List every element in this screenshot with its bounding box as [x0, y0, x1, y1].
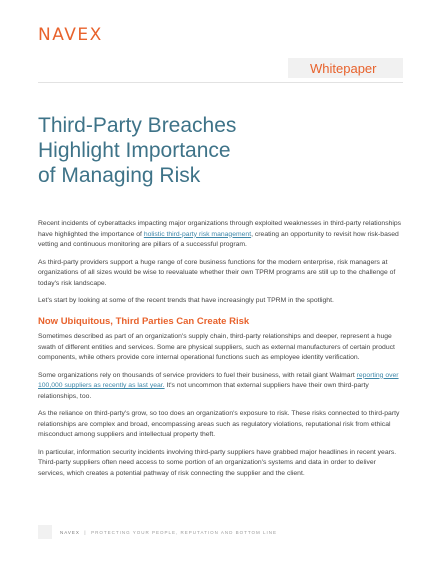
holistic-tprm-link[interactable]: holistic third-party risk management [143, 230, 252, 238]
title-line: Highlight Importance [38, 139, 231, 162]
section-heading: Now Ubiquitous, Third Parties Can Create Risk [38, 315, 250, 327]
title-line: Third-Party Breaches [38, 114, 237, 137]
footer-page-marker [38, 525, 52, 539]
doc-type-label: Whitepaper [310, 61, 377, 76]
navex-logo: NAVEX [38, 25, 103, 45]
footer: NAVEX | PROTECTING YOUR PEOPLE, REPUTATION AND BOTTOM LINE [60, 530, 278, 535]
walmart-suppliers-link[interactable]: reporting over 100,000 suppliers as recently as last year. [38, 371, 399, 389]
title-line: of Managing Risk [38, 164, 201, 187]
page-title [38, 113, 338, 188]
paragraph: As the reliance on third-party's grow, so too does an organization's exposure to risk. These risks connected to third-party relationships are complex and broad, encompassing areas such as regulatory violations, reputational risk from ethical misconduct among suppliers and intellectual property theft. [38, 410, 400, 438]
header-divider [38, 82, 403, 83]
paragraph: In particular, information security incidents involving third-party suppliers have grabbed major headlines in recent years. Third-party suppliers often need access to some portion of an organization's systems and data in order to deliver services, which creates a potential pathway of risk connecting the supplier and the client. [38, 448, 397, 477]
paragraph-intro [38, 219, 404, 251]
paragraph: Let's start by looking at some of the recent trends that have increasingly put TPRM in the spotlight. [38, 297, 334, 304]
footer-brand: NAVEX [60, 530, 80, 535]
paragraph [38, 371, 404, 403]
footer-tagline: PROTECTING YOUR PEOPLE, REPUTATION AND BOTTOM LINE [91, 530, 278, 535]
paragraph: As third-party providers support a huge range of core business functions for the modern enterprise, risk managers at organizations of all sizes would be wise to reevaluate whether their own TPRM programs are still up to the challenge of today's risk landscape. [38, 258, 396, 287]
paragraph-text: It's not uncommon that external suppliers have their own third-party relationships, too. [38, 382, 369, 400]
article-body [38, 219, 404, 486]
paragraph: Sometimes described as part of an organization's supply chain, third-party relationships and deeper, represent a huge swath of different entities and services. Some are physical suppliers, such as external manufacturers of certain product components, while others provide core internal operational functions such as employee identity verification. [38, 333, 395, 361]
paragraph-text: Some organizations rely on thousands of service providers to fuel their business, with retail giant Walmart [38, 371, 357, 379]
paragraph-text: , creating an opportunity to revisit how risk-based vetting and continuous monitoring are pillars of a successful program. [38, 230, 399, 248]
paragraph-text: Recent incidents of cyberattacks impacting major organizations through exploited weaknesses in third-party relationships have highlighted the importance of [38, 220, 402, 238]
